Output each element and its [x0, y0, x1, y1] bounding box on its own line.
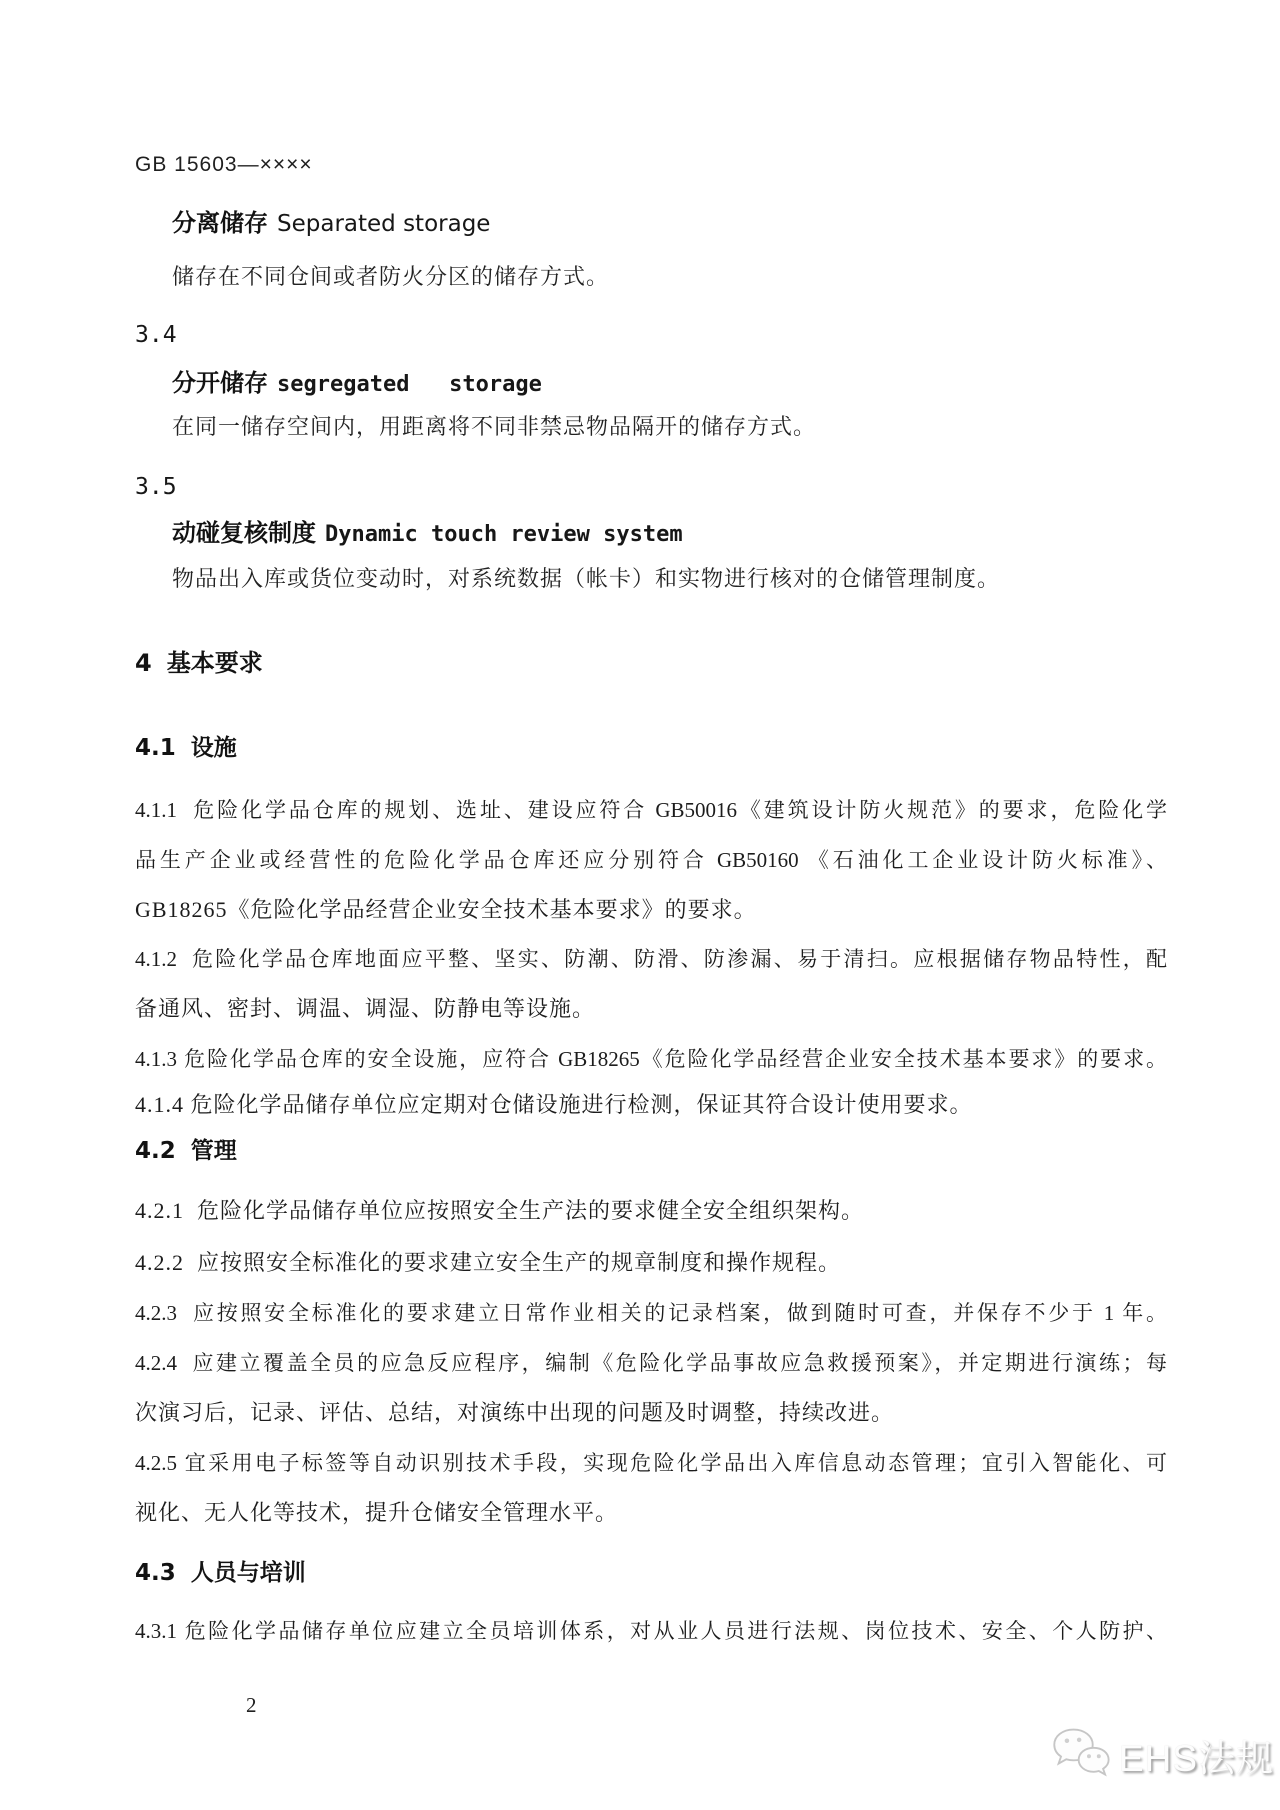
term-number-3-4: 3.4 — [135, 322, 177, 348]
watermark — [1051, 1726, 1274, 1783]
section-heading-4-1-facilities — [135, 733, 237, 763]
clause-4-2-4-line-2: 次演习后，记录、评估、总结，对演练中出现的问题及时调整，持续改进。 — [135, 1400, 895, 1425]
term-heading-separated-storage — [172, 208, 490, 242]
clause-4-1-3: 4.1.3 危险化学品仓库的安全设施，应符合 GB18265《危险化学品经营企业安全技术基本要求》的要求。 — [135, 1047, 1167, 1071]
chapter-title: 基本要求 — [166, 649, 263, 677]
clause-4-1-4: 4.1.4 危险化学品储存单位应定期对仓储设施进行检测，保证其符合设计使用要求。 — [135, 1092, 973, 1117]
section-heading-4-2-management — [135, 1136, 237, 1166]
clause-4-1-1-line-2: 品生产企业或经营性的危险化学品仓库还应分别符合 GB50160 《石油化工企业设计防火标准》、 — [135, 848, 1167, 872]
page-number: 2 — [246, 1693, 257, 1717]
clause-4-1-1-line-1: 4.1.1 危险化学品仓库的规划、选址、建设应符合 GB50016《建筑设计防火规范》的要求，危险化学 — [135, 798, 1167, 822]
term-number-3-5: 3.5 — [135, 474, 177, 500]
clause-4-3-1: 4.3.1 危险化学品储存单位应建立全员培训体系，对从业人员进行法规、岗位技术、安全、个人防护、 — [135, 1619, 1167, 1643]
term-title-en: segregated storage — [277, 372, 542, 397]
section-title: 管理 — [190, 1138, 237, 1164]
clause-4-2-3: 4.2.3 应按照安全标准化的要求建立日常作业相关的记录档案，做到随时可查，并保存不少于 1 年。 — [135, 1301, 1167, 1325]
term-title-zh: 分开储存 — [172, 369, 268, 397]
clause-4-2-2: 4.2.2 应按照安全标准化的要求建立安全生产的规章制度和操作规程。 — [135, 1250, 842, 1275]
term-title-en: Dynamic touch review system — [325, 522, 683, 547]
section-title: 人员与培训 — [190, 1560, 306, 1586]
section-heading-4-3-personnel-training — [135, 1558, 306, 1588]
term-heading-segregated-storage — [172, 368, 542, 402]
term-title-en: Separated storage — [277, 211, 491, 237]
clause-4-2-1: 4.2.1 危险化学品储存单位应按照安全生产法的要求健全安全组织架构。 — [135, 1198, 865, 1223]
term-definition: 储存在不同仓间或者防火分区的储存方式。 — [172, 264, 610, 289]
section-number: 4.2 — [135, 1138, 176, 1164]
section-title: 设施 — [190, 735, 237, 761]
clause-4-1-2-line-2: 备通风、密封、调温、调湿、防静电等设施。 — [135, 996, 596, 1021]
term-title-zh: 分离储存 — [172, 209, 268, 237]
chapter-number: 4 — [135, 649, 152, 677]
clause-4-2-5-line-2: 视化、无人化等技术，提升仓储安全管理水平。 — [135, 1500, 619, 1525]
watermark-label: EHS法规 — [1118, 1737, 1274, 1779]
clause-4-1-2-line-1: 4.1.2 危险化学品仓库地面应平整、坚实、防潮、防滑、防渗漏、易于清扫。应根据储存物品特性，配 — [135, 947, 1167, 971]
wechat-icon — [1051, 1726, 1111, 1783]
term-heading-dynamic-touch-review — [172, 518, 683, 552]
section-number: 4.3 — [135, 1560, 176, 1586]
term-definition: 物品出入库或货位变动时，对系统数据（帐卡）和实物进行核对的仓储管理制度。 — [172, 566, 1001, 591]
term-title-zh: 动碰复核制度 — [172, 519, 316, 547]
term-definition: 在同一储存空间内，用距离将不同非禁忌物品隔开的储存方式。 — [172, 414, 817, 439]
clause-4-2-4-line-1: 4.2.4 应建立覆盖全员的应急反应程序，编制《危险化学品事故应急救援预案》，并定期进行演练；每 — [135, 1351, 1167, 1375]
clause-4-2-5-line-1: 4.2.5 宜采用电子标签等自动识别技术手段，实现危险化学品出入库信息动态管理；宜引入智能化、可 — [135, 1451, 1167, 1475]
chapter-heading-basic-requirements — [135, 648, 263, 678]
section-number: 4.1 — [135, 735, 176, 761]
clause-4-1-1-line-3: GB18265《危险化学品经营企业安全技术基本要求》的要求。 — [135, 897, 757, 922]
doc-code-header: GB 15603—×××× — [135, 153, 313, 176]
